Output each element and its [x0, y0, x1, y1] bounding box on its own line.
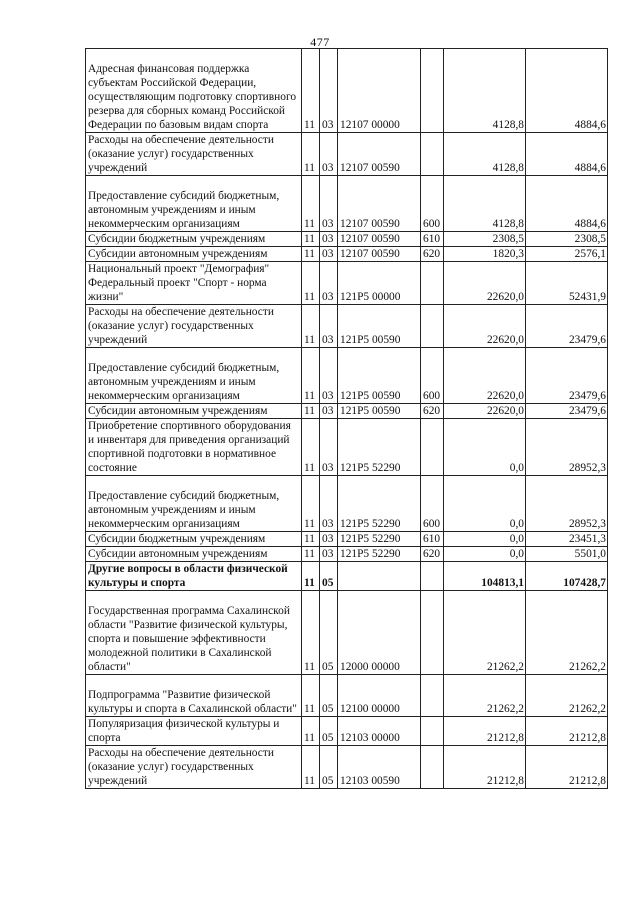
row-name-cell: Субсидии бюджетным учреждениям	[86, 232, 302, 247]
row-section-cell: 11	[302, 476, 320, 532]
row-subsection-cell: 03	[320, 262, 338, 305]
row-name-cell: Национальный проект "Демография" Федеральный проект "Спорт - норма жизни"	[86, 262, 302, 305]
row-amount-year1-cell: 21212,8	[444, 746, 526, 789]
row-amount-year1-cell: 0,0	[444, 532, 526, 547]
table-row	[86, 675, 608, 717]
row-amount-year1-cell: 4128,8	[444, 133, 526, 176]
row-name-cell: Популяризация физической культуры и спорта	[86, 717, 302, 746]
row-section-cell: 11	[302, 717, 320, 746]
row-section-cell: 11	[302, 675, 320, 717]
table-row	[86, 262, 608, 305]
row-amount-year1-cell: 1820,3	[444, 247, 526, 262]
row-amount-year1-cell: 4128,8	[444, 49, 526, 133]
row-expense-type-cell	[421, 262, 444, 305]
row-amount-year1-cell: 22620,0	[444, 404, 526, 419]
row-subsection-cell: 05	[320, 746, 338, 789]
row-name-cell: Расходы на обеспечение деятельности (оказание услуг) государственных учреждений	[86, 305, 302, 348]
table-row	[86, 232, 608, 247]
row-amount-year2-cell: 23479,6	[526, 305, 608, 348]
row-amount-year2-cell: 2576,1	[526, 247, 608, 262]
row-expense-type-cell	[421, 305, 444, 348]
row-amount-year1-cell: 0,0	[444, 419, 526, 476]
row-expense-type-cell: 600	[421, 176, 444, 232]
row-section-cell: 11	[302, 262, 320, 305]
row-section-cell: 11	[302, 404, 320, 419]
row-name-cell: Адресная финансовая поддержка субъектам Российской Федерации, осуществляющим подготовку спортивного резерва для сборных команд Российской Федерации по базовым видам спорта	[86, 49, 302, 133]
row-expense-type-cell	[421, 419, 444, 476]
row-subsection-cell: 05	[320, 675, 338, 717]
row-amount-year1-cell: 21262,2	[444, 591, 526, 675]
row-amount-year2-cell: 107428,7	[526, 562, 608, 591]
table-row	[86, 419, 608, 476]
row-subsection-cell: 05	[320, 562, 338, 591]
table-row	[86, 404, 608, 419]
row-amount-year2-cell: 4884,6	[526, 133, 608, 176]
row-subsection-cell: 03	[320, 348, 338, 404]
table-row	[86, 532, 608, 547]
row-amount-year2-cell: 21212,8	[526, 717, 608, 746]
table-row	[86, 717, 608, 746]
row-amount-year1-cell: 22620,0	[444, 305, 526, 348]
page-number: 477	[310, 35, 330, 49]
table-row	[86, 49, 608, 133]
row-target-cell: 121P5 52290	[338, 419, 421, 476]
row-expense-type-cell: 600	[421, 348, 444, 404]
row-section-cell: 11	[302, 49, 320, 133]
row-subsection-cell: 03	[320, 232, 338, 247]
row-expense-type-cell	[421, 717, 444, 746]
table-row	[86, 591, 608, 675]
row-amount-year1-cell: 4128,8	[444, 176, 526, 232]
row-name-cell: Другие вопросы в области физической культуры и спорта	[86, 562, 302, 591]
row-target-cell: 121P5 52290	[338, 476, 421, 532]
row-target-cell: 121P5 52290	[338, 532, 421, 547]
row-section-cell: 11	[302, 532, 320, 547]
row-amount-year2-cell: 23479,6	[526, 404, 608, 419]
row-expense-type-cell	[421, 133, 444, 176]
row-subsection-cell: 03	[320, 532, 338, 547]
row-amount-year2-cell: 21212,8	[526, 746, 608, 789]
row-amount-year2-cell: 23479,6	[526, 348, 608, 404]
row-expense-type-cell: 620	[421, 547, 444, 562]
table-row	[86, 305, 608, 348]
row-subsection-cell: 03	[320, 49, 338, 133]
row-expense-type-cell: 620	[421, 404, 444, 419]
row-subsection-cell: 03	[320, 547, 338, 562]
row-expense-type-cell	[421, 49, 444, 133]
row-target-cell: 121P5 00590	[338, 348, 421, 404]
table-row	[86, 746, 608, 789]
table-row	[86, 247, 608, 262]
row-name-cell: Субсидии автономным учреждениям	[86, 247, 302, 262]
table-row	[86, 547, 608, 562]
row-expense-type-cell	[421, 675, 444, 717]
row-amount-year1-cell: 22620,0	[444, 262, 526, 305]
row-target-cell: 121P5 00590	[338, 404, 421, 419]
row-name-cell: Расходы на обеспечение деятельности (оказание услуг) государственных учреждений	[86, 746, 302, 789]
row-target-cell: 12100 00000	[338, 675, 421, 717]
row-name-cell: Расходы на обеспечение деятельности (оказание услуг) государственных учреждений	[86, 133, 302, 176]
row-name-cell: Предоставление субсидий бюджетным, автономным учреждениям и иным некоммерческим организациям	[86, 476, 302, 532]
table-row	[86, 348, 608, 404]
row-subsection-cell: 03	[320, 305, 338, 348]
row-target-cell: 12103 00590	[338, 746, 421, 789]
row-target-cell: 12103 00000	[338, 717, 421, 746]
budget-table	[85, 48, 608, 789]
row-name-cell: Субсидии автономным учреждениям	[86, 404, 302, 419]
row-target-cell: 12107 00590	[338, 232, 421, 247]
row-amount-year1-cell: 0,0	[444, 547, 526, 562]
row-subsection-cell: 03	[320, 133, 338, 176]
row-section-cell: 11	[302, 746, 320, 789]
row-expense-type-cell	[421, 746, 444, 789]
table-row	[86, 476, 608, 532]
row-amount-year2-cell: 2308,5	[526, 232, 608, 247]
row-amount-year2-cell: 4884,6	[526, 49, 608, 133]
row-expense-type-cell	[421, 562, 444, 591]
row-amount-year1-cell: 21212,8	[444, 717, 526, 746]
table-row	[86, 133, 608, 176]
row-amount-year2-cell: 21262,2	[526, 675, 608, 717]
row-target-cell: 12107 00590	[338, 247, 421, 262]
row-section-cell: 11	[302, 562, 320, 591]
row-target-cell: 12107 00590	[338, 176, 421, 232]
row-subsection-cell: 03	[320, 176, 338, 232]
row-amount-year1-cell: 21262,2	[444, 675, 526, 717]
row-target-cell: 12107 00590	[338, 133, 421, 176]
row-section-cell: 11	[302, 133, 320, 176]
row-expense-type-cell: 610	[421, 232, 444, 247]
row-section-cell: 11	[302, 176, 320, 232]
row-expense-type-cell: 620	[421, 247, 444, 262]
row-amount-year2-cell: 28952,3	[526, 419, 608, 476]
table-row	[86, 176, 608, 232]
row-section-cell: 11	[302, 305, 320, 348]
row-section-cell: 11	[302, 247, 320, 262]
row-amount-year1-cell: 2308,5	[444, 232, 526, 247]
row-subsection-cell: 03	[320, 419, 338, 476]
row-section-cell: 11	[302, 547, 320, 562]
row-target-cell	[338, 562, 421, 591]
row-subsection-cell: 03	[320, 476, 338, 532]
row-section-cell: 11	[302, 232, 320, 247]
row-amount-year2-cell: 21262,2	[526, 591, 608, 675]
row-name-cell: Субсидии бюджетным учреждениям	[86, 532, 302, 547]
row-name-cell: Предоставление субсидий бюджетным, автономным учреждениям и иным некоммерческим организациям	[86, 176, 302, 232]
row-name-cell: Государственная программа Сахалинской области "Развитие физической культуры, спорта и повышение эффективности молодежной политики в Сахалинской области"	[86, 591, 302, 675]
row-amount-year1-cell: 104813,1	[444, 562, 526, 591]
row-subsection-cell: 03	[320, 404, 338, 419]
row-target-cell: 121P5 52290	[338, 547, 421, 562]
row-target-cell: 12107 00000	[338, 49, 421, 133]
row-subsection-cell: 05	[320, 717, 338, 746]
row-amount-year2-cell: 52431,9	[526, 262, 608, 305]
row-subsection-cell: 03	[320, 247, 338, 262]
row-subsection-cell: 05	[320, 591, 338, 675]
row-amount-year2-cell: 23451,3	[526, 532, 608, 547]
row-amount-year2-cell: 5501,0	[526, 547, 608, 562]
row-amount-year1-cell: 22620,0	[444, 348, 526, 404]
row-target-cell: 12000 00000	[338, 591, 421, 675]
row-section-cell: 11	[302, 419, 320, 476]
row-amount-year2-cell: 28952,3	[526, 476, 608, 532]
table-row	[86, 562, 608, 591]
row-section-cell: 11	[302, 348, 320, 404]
row-name-cell: Приобретение спортивного оборудования и инвентаря для приведения организаций спортивной подготовки в нормативное состояние	[86, 419, 302, 476]
row-name-cell: Субсидии автономным учреждениям	[86, 547, 302, 562]
row-name-cell: Подпрограмма "Развитие физической культуры и спорта в Сахалинской области"	[86, 675, 302, 717]
row-amount-year1-cell: 0,0	[444, 476, 526, 532]
row-amount-year2-cell: 4884,6	[526, 176, 608, 232]
row-target-cell: 121P5 00000	[338, 262, 421, 305]
budget-table-body	[86, 49, 608, 789]
row-expense-type-cell: 610	[421, 532, 444, 547]
row-target-cell: 121P5 00590	[338, 305, 421, 348]
row-expense-type-cell: 600	[421, 476, 444, 532]
row-section-cell: 11	[302, 591, 320, 675]
row-name-cell: Предоставление субсидий бюджетным, автономным учреждениям и иным некоммерческим организациям	[86, 348, 302, 404]
row-expense-type-cell	[421, 591, 444, 675]
